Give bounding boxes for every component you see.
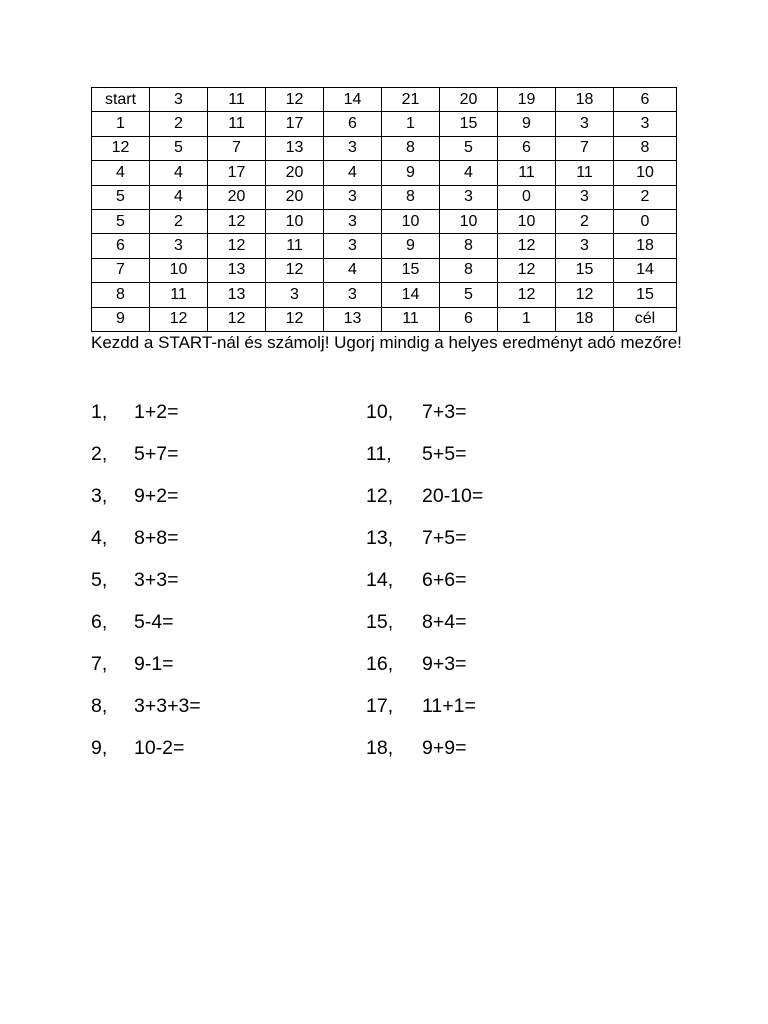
task-item [366,727,483,769]
grid-row [92,234,677,258]
task-item [91,392,201,434]
grid-cell: 2 [614,185,677,209]
task-expression: 9-1= [134,652,174,675]
grid-body [92,88,677,332]
task-number: 18, [366,736,394,759]
grid-cell: 12 [498,234,556,258]
grid-cell: 5 [440,283,498,307]
grid-cell: 6 [498,136,556,160]
grid-cell: 20 [266,185,324,209]
grid-row [92,161,677,185]
grid-cell: 18 [556,88,614,112]
grid-cell: 18 [556,307,614,331]
grid-cell: 17 [208,161,266,185]
task-number: 14, [366,569,394,591]
grid-cell: 3 [266,283,324,307]
grid-cell: 4 [440,161,498,185]
grid-cell: 9 [92,307,150,331]
grid-cell: 17 [266,112,324,136]
grid-cell: 6 [324,112,382,136]
grid-cell: 11 [208,112,266,136]
task-item [91,518,201,560]
task-expression: 5-4= [134,610,174,633]
grid-cell: 21 [382,88,440,112]
task-expression: 10-2= [134,736,185,759]
grid-cell: 7 [208,136,266,160]
grid-cell: 11 [150,283,208,307]
grid-cell: 4 [324,258,382,282]
task-expression: 5+7= [134,443,179,466]
grid-cell: 20 [266,161,324,185]
grid-cell: 8 [614,136,677,160]
grid-cell: 3 [556,185,614,209]
grid-cell: 4 [150,161,208,185]
grid-cell: 12 [208,307,266,331]
task-item [91,560,201,602]
task-list-right [366,392,483,769]
grid-cell: 12 [498,283,556,307]
task-number: 4, [91,527,108,550]
grid-cell: 14 [324,88,382,112]
task-item [91,601,201,643]
task-expression: 3+3+3= [134,694,201,717]
grid-cell: 2 [150,112,208,136]
grid-cell: 2 [556,209,614,233]
grid-cell: 0 [614,209,677,233]
task-item [91,727,201,769]
grid-cell: 12 [150,307,208,331]
grid-cell: 12 [208,209,266,233]
grid-cell: 14 [614,258,677,282]
task-number: 16, [366,652,394,675]
grid-cell: 9 [382,161,440,185]
grid-cell: 12 [266,88,324,112]
grid-cell: 15 [614,283,677,307]
task-item [366,476,483,518]
grid-cell: 8 [382,136,440,160]
grid-cell: 4 [150,185,208,209]
grid-row [92,209,677,233]
task-item [91,476,201,518]
grid-cell: 12 [498,258,556,282]
grid-cell: 5 [92,185,150,209]
grid-cell: 10 [614,161,677,185]
grid-cell: 5 [440,136,498,160]
grid-cell: 3 [440,185,498,209]
grid-cell: 7 [92,258,150,282]
task-item [366,434,483,476]
task-number: 3, [91,485,108,508]
grid-cell: 11 [556,161,614,185]
task-item [366,392,483,434]
number-grid [91,87,677,332]
grid-cell: 18 [614,234,677,258]
grid-row [92,88,677,112]
grid-cell: 12 [266,258,324,282]
grid-cell: 5 [150,136,208,160]
task-number: 10, [366,401,394,424]
task-expression: 9+2= [134,485,179,508]
task-number: 8, [91,694,108,717]
task-item [91,685,201,727]
grid-cell: cél [614,307,677,331]
grid-cell: 12 [92,136,150,160]
grid-cell: 11 [266,234,324,258]
grid-cell: 11 [498,161,556,185]
task-number: 12, [366,485,394,508]
grid-row [92,307,677,331]
task-number: 1, [91,401,108,424]
grid-cell: 10 [266,209,324,233]
grid-cell: 6 [614,88,677,112]
grid-cell: 12 [208,234,266,258]
grid-cell: 1 [498,307,556,331]
grid-cell: 8 [440,258,498,282]
grid-cell: 20 [440,88,498,112]
task-number: 11, [366,443,392,466]
grid-row [92,185,677,209]
grid-cell: 7 [556,136,614,160]
grid-cell: 2 [150,209,208,233]
grid-cell: 1 [92,112,150,136]
task-number: 5, [91,569,108,591]
grid-cell: 15 [440,112,498,136]
task-number: 9, [91,736,108,759]
grid-cell: 10 [440,209,498,233]
grid-cell: 20 [208,185,266,209]
task-expression: 9+9= [422,736,467,759]
task-expression: 20-10= [422,485,484,508]
task-item [366,518,483,560]
grid-cell: 6 [440,307,498,331]
grid-cell: 4 [324,161,382,185]
grid-cell: 11 [208,88,266,112]
grid-cell: 4 [92,161,150,185]
task-item [366,685,483,727]
grid-cell: 15 [382,258,440,282]
task-number: 15, [366,610,394,633]
task-expression: 1+2= [134,401,179,424]
grid-cell: 10 [382,209,440,233]
grid-cell: start [92,88,150,112]
grid-cell: 3 [324,209,382,233]
grid-row [92,283,677,307]
task-number: 2, [91,443,108,466]
grid-cell: 5 [92,209,150,233]
task-number: 7, [91,652,108,675]
grid-cell: 9 [382,234,440,258]
grid-cell: 14 [382,283,440,307]
grid-cell: 9 [498,112,556,136]
grid-cell: 12 [556,283,614,307]
grid-cell: 3 [324,234,382,258]
task-expression: 9+3= [422,652,467,675]
grid-cell: 3 [324,185,382,209]
task-expression: 5+5= [422,443,467,466]
grid-cell: 6 [92,234,150,258]
task-item [366,601,483,643]
task-item [91,643,201,685]
task-expression: 8+4= [422,610,467,633]
grid-cell: 3 [324,136,382,160]
grid-cell: 3 [556,112,614,136]
task-number: 13, [366,527,394,550]
grid-cell: 10 [150,258,208,282]
grid-cell: 8 [440,234,498,258]
grid-row [92,136,677,160]
task-number: 17, [366,694,394,717]
grid-cell: 3 [150,234,208,258]
task-expression: 11+1= [422,694,476,717]
grid-cell: 13 [266,136,324,160]
task-item [366,560,483,602]
grid-cell: 3 [614,112,677,136]
task-expression: 6+6= [422,569,467,591]
grid-cell: 3 [556,234,614,258]
grid-cell: 15 [556,258,614,282]
task-expression: 8+8= [134,527,179,550]
grid-cell: 3 [150,88,208,112]
task-expression: 3+3= [134,569,179,591]
grid-cell: 13 [324,307,382,331]
grid-cell: 13 [208,258,266,282]
task-number: 6, [91,610,108,633]
grid-cell: 13 [208,283,266,307]
grid-cell: 8 [382,185,440,209]
grid-cell: 3 [324,283,382,307]
grid-row [92,258,677,282]
task-item [91,434,201,476]
grid-cell: 12 [266,307,324,331]
grid-cell: 19 [498,88,556,112]
grid-cell: 11 [382,307,440,331]
grid-cell: 0 [498,185,556,209]
task-list-left [91,392,201,769]
task-item [366,643,483,685]
grid-row [92,112,677,136]
grid-cell: 8 [92,283,150,307]
instruction-text: Kezdd a START-nál és számolj! Ugorj mindig a helyes eredményt adó mezőre! [91,333,682,352]
grid-cell: 10 [498,209,556,233]
task-expression: 7+5= [422,527,467,550]
grid-cell: 1 [382,112,440,136]
task-expression: 7+3= [422,401,467,424]
